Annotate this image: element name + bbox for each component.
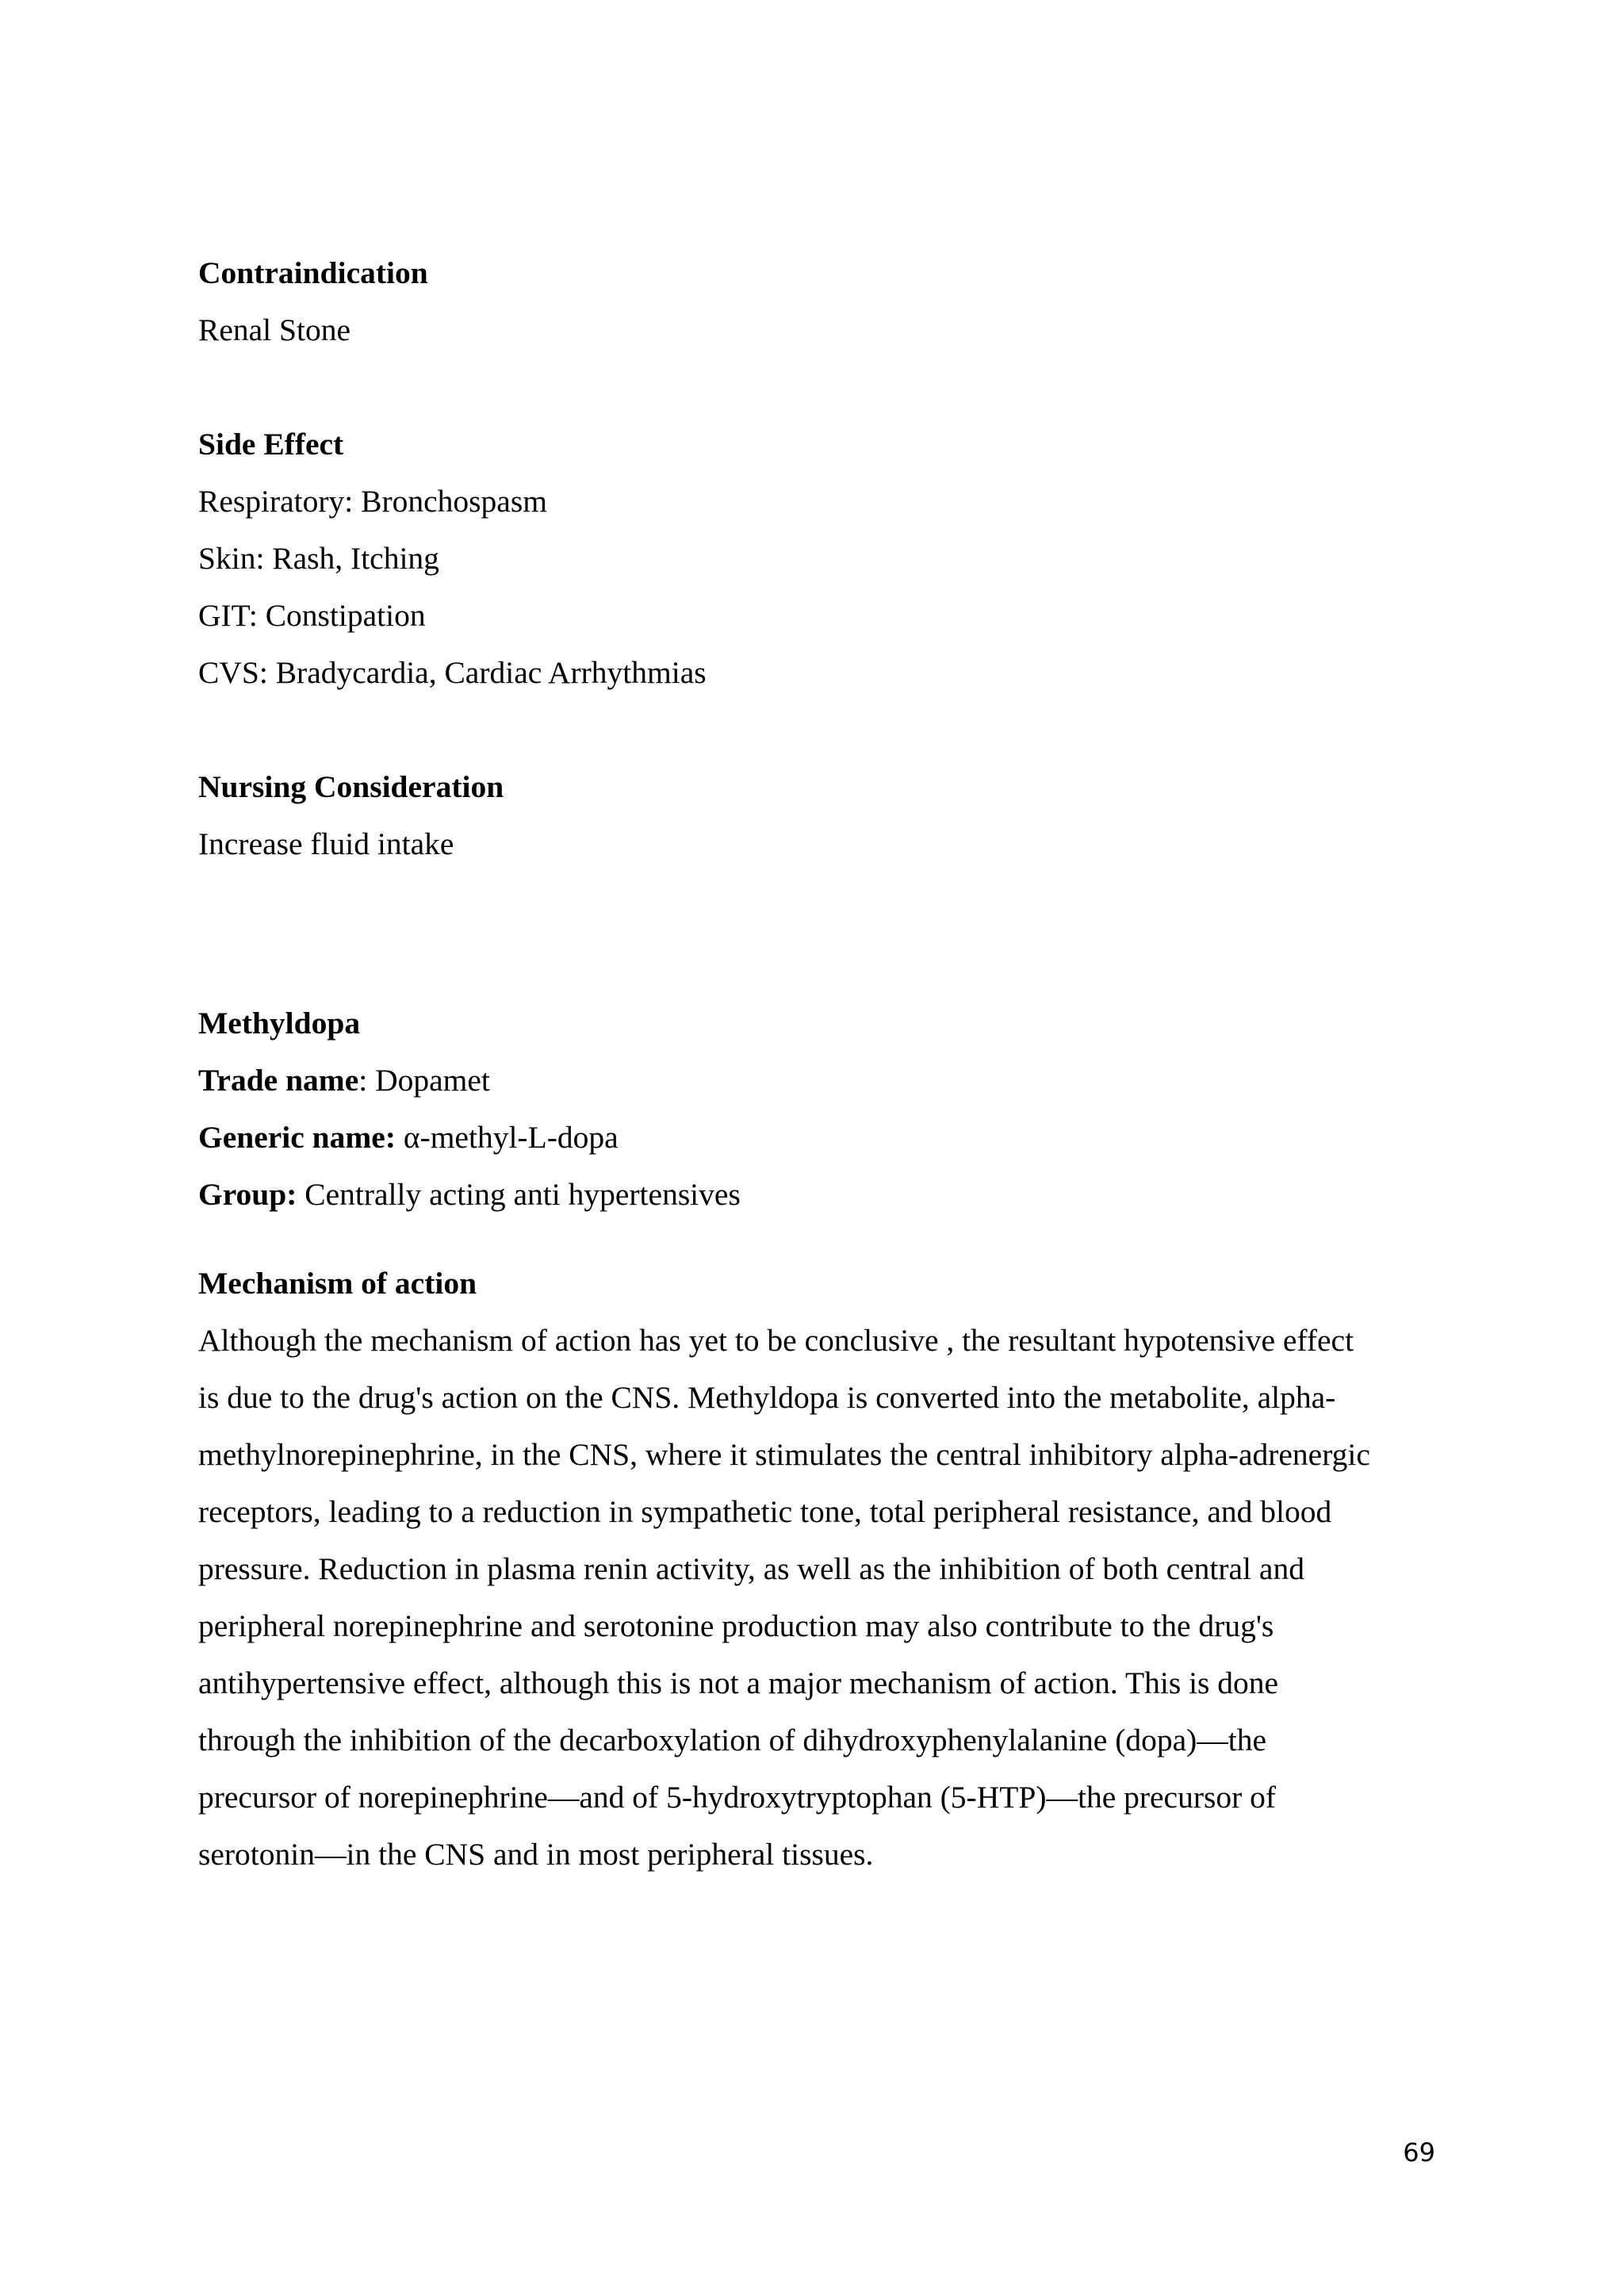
group-line xyxy=(198,1166,1435,1223)
group-label: Group: xyxy=(198,1177,297,1212)
mechanism-line: receptors, leading to a reduction in sympathetic tone, total peripheral resistance, and blood xyxy=(198,1494,1332,1529)
trade-name-label: Trade name xyxy=(198,1063,359,1098)
side-effect-line: GIT: Constipation xyxy=(198,598,426,633)
side-effect-heading: Side Effect xyxy=(198,427,344,462)
mechanism-heading: Mechanism of action xyxy=(198,1266,477,1301)
page-number: 69 xyxy=(1403,2137,1435,2168)
mechanism-line: antihypertensive effect, although this is not a major mechanism of action. This is done xyxy=(198,1665,1279,1700)
side-effect-line: Skin: Rash, Itching xyxy=(198,541,439,576)
mechanism-line: serotonin—in the CNS and in most peripheral tissues. xyxy=(198,1837,874,1872)
generic-name-value: α-methyl-L-dopa xyxy=(395,1120,619,1155)
nursing-consideration-line: Increase fluid intake xyxy=(198,826,454,861)
page-content xyxy=(198,244,1435,1883)
side-effect-line: Respiratory: Bronchospasm xyxy=(198,484,547,519)
mechanism-line: peripheral norepinephrine and serotonine production may also contribute to the drug's xyxy=(198,1608,1274,1643)
trade-name-value: : Dopamet xyxy=(358,1063,490,1098)
group-value: Centrally acting anti hypertensives xyxy=(297,1177,741,1212)
generic-name-label: Generic name: xyxy=(198,1120,396,1155)
mechanism-line: pressure. Reduction in plasma renin activity, as well as the inhibition of both central and xyxy=(198,1551,1304,1586)
mechanism-line: through the inhibition of the decarboxylation of dihydroxyphenylalanine (dopa)—the xyxy=(198,1723,1267,1757)
mechanism-line: Although the mechanism of action has yet to be conclusive , the resultant hypotensive effect xyxy=(198,1323,1354,1358)
contraindication-line: Renal Stone xyxy=(198,312,350,347)
drug-name-heading: Methyldopa xyxy=(198,1006,361,1041)
nursing-consideration-heading: Nursing Consideration xyxy=(198,769,504,804)
mechanism-line: precursor of norepinephrine—and of 5-hydroxytryptophan (5-HTP)—the precursor of xyxy=(198,1780,1277,1815)
side-effect-line: CVS: Bradycardia, Cardiac Arrhythmias xyxy=(198,655,707,690)
contraindication-heading: Contraindication xyxy=(198,255,428,290)
mechanism-line: methylnorepinephrine, in the CNS, where it stimulates the central inhibitory alpha-adrenergic xyxy=(198,1437,1370,1472)
trade-name-line xyxy=(198,1052,1435,1109)
generic-name-line xyxy=(198,1109,1435,1166)
mechanism-line: is due to the drug's action on the CNS. Methyldopa is converted into the metabolite, alpha- xyxy=(198,1380,1336,1415)
